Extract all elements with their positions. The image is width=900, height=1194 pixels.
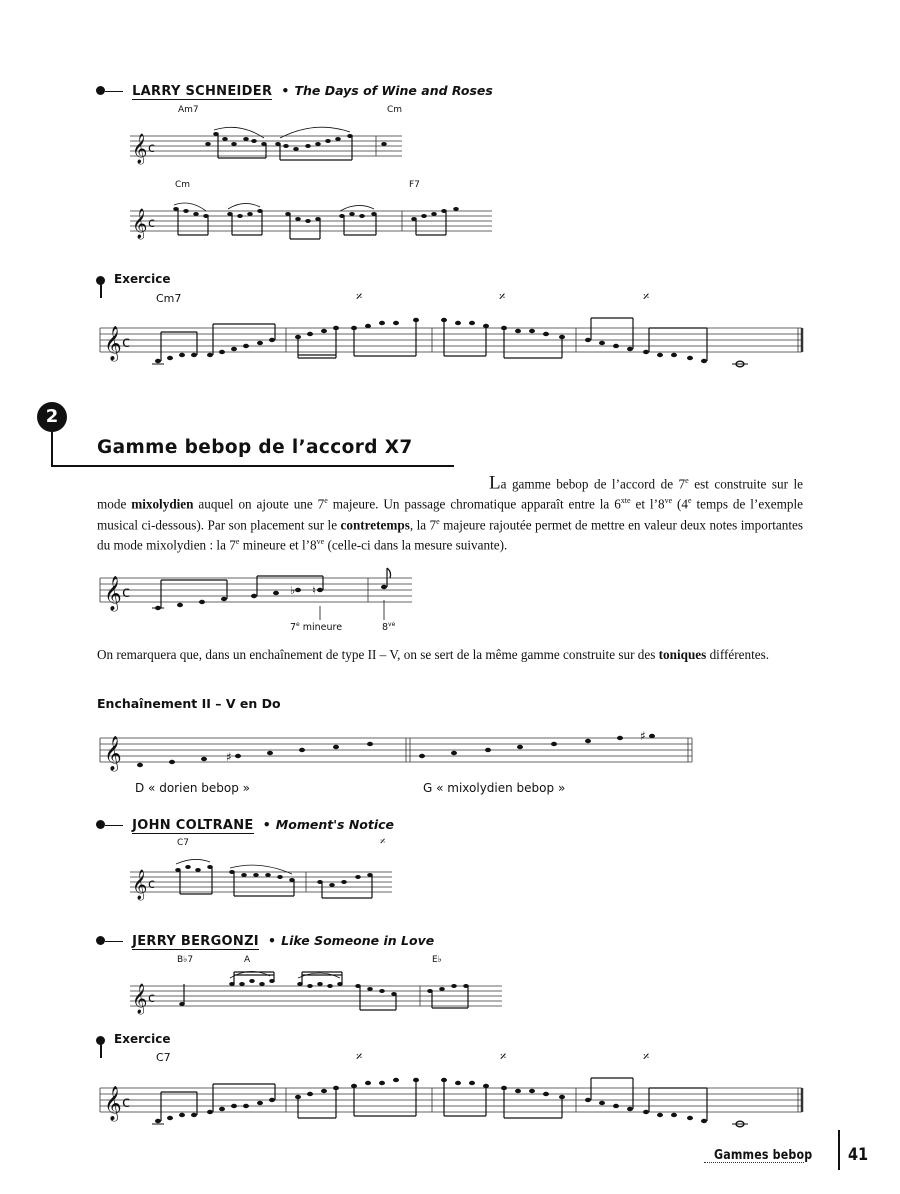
- bullet-icon: [96, 86, 105, 95]
- chord-symbol: F7: [409, 180, 420, 190]
- repeat-sign: 𝄎: [380, 835, 386, 848]
- staff-schneider-2: [130, 205, 500, 245]
- bullet-line: [100, 1044, 102, 1058]
- separator-bullet: •: [268, 933, 277, 948]
- tune-title: Moment's Notice: [275, 817, 395, 832]
- bullet-line: [105, 941, 123, 943]
- label-octave: $8^{ve}$: [382, 621, 396, 634]
- intro-paragraph: La gamme bebop de l’accord de 7e est construite sur le mode mixolydien auquel on ajoute une 7e majeure. Un passage chromatique apparaît entre la $6^{xte}$ et $l’8^{ve}$ (4e temps de l’exemple musical ci-dessous). Par son placement sur le contretemps, la 7e majeure rajoutée permet de mettre en valeur deux notes importantes du mode mixolydien : la 7e mineure et $l’8^{ve}$ (celle-ci dans la mesure suivante).: [97, 472, 803, 553]
- svg-text:♯: ♯: [640, 729, 646, 743]
- staff-exercise-1: [100, 326, 810, 376]
- svg-text:𝄞: 𝄞: [104, 576, 122, 611]
- label-dorian-bebop: D « dorien bebop »: [135, 781, 250, 795]
- separator-bullet: •: [281, 83, 290, 98]
- chord-symbol: Cm: [387, 105, 403, 115]
- label-minor-seventh: 7e mineure: [290, 621, 343, 634]
- remark-paragraph: On remarquera que, dans un enchaînement de type II – V, on se sert de la même gamme construite sur des toniques différentes.: [97, 647, 770, 662]
- enchainement-heading: Enchaînement II – V en Do: [97, 696, 281, 711]
- chord-symbol: Cm7: [156, 292, 182, 305]
- svg-text:♮: ♮: [312, 584, 316, 597]
- svg-text:𝄞: 𝄞: [104, 736, 122, 771]
- chord-symbol: Am7: [178, 105, 199, 115]
- exercise-header: Exercice: [96, 1032, 170, 1046]
- staff-bergonzi: [130, 980, 510, 1020]
- section-title: Gamme bebop de l’accord X7: [97, 437, 413, 458]
- svg-text:c: c: [122, 333, 131, 351]
- chord-symbol: C7: [177, 838, 190, 848]
- svg-text:𝄞: 𝄞: [132, 870, 148, 900]
- drop-cap: L: [489, 472, 501, 494]
- section-rule-horizontal: [51, 465, 454, 467]
- chord-symbol: Cm: [175, 180, 191, 190]
- chord-symbol: E♭: [432, 955, 442, 965]
- repeat-sign: 𝄎: [356, 290, 363, 305]
- repeat-sign: 𝄎: [356, 1050, 363, 1065]
- example-bergonzi-header: [96, 930, 434, 949]
- tune-title: Like Someone in Love: [281, 933, 435, 948]
- section-number-badge: 2: [37, 402, 67, 432]
- exercise-header: Exercice: [96, 272, 170, 286]
- bullet-icon: [96, 936, 105, 945]
- bullet-line: [105, 91, 123, 93]
- example-coltrane-header: [96, 814, 394, 833]
- repeat-sign: 𝄎: [499, 290, 506, 305]
- svg-text:c: c: [122, 1093, 131, 1111]
- svg-text:𝄞: 𝄞: [104, 1086, 122, 1121]
- svg-text:𝄞: 𝄞: [132, 984, 148, 1014]
- svg-text:c: c: [122, 583, 131, 601]
- page-number-rule: [838, 1130, 840, 1170]
- bullet-line: [100, 284, 102, 298]
- chord-symbol: C7: [156, 1051, 171, 1064]
- bullet-line: [105, 825, 123, 827]
- staff-bebop-scale: [100, 576, 420, 626]
- svg-text:c: c: [148, 216, 156, 231]
- staff-coltrane: [130, 866, 400, 906]
- svg-text:♯: ♯: [226, 750, 232, 764]
- page-number: 41: [848, 1145, 869, 1165]
- svg-text:c: c: [148, 991, 156, 1006]
- section-rule-vertical: [51, 432, 53, 466]
- chord-symbol: A: [244, 955, 251, 965]
- staff-exercise-2: [100, 1086, 810, 1136]
- separator-bullet: •: [262, 817, 271, 832]
- svg-text:c: c: [148, 877, 156, 892]
- staff-enchainement: [100, 729, 700, 776]
- repeat-sign: 𝄎: [643, 1050, 650, 1065]
- footer-chapter-title: Gammes bebop: [714, 1148, 813, 1163]
- bullet-icon: [96, 820, 105, 829]
- artist-name: JERRY BERGONZI: [132, 934, 259, 949]
- artist-name: JOHN COLTRANE: [132, 818, 254, 833]
- svg-text:𝄞: 𝄞: [104, 326, 122, 361]
- label-mixolydian-bebop: G « mixolydien bebop »: [423, 781, 566, 795]
- svg-text:c: c: [148, 141, 156, 156]
- svg-text:𝄞: 𝄞: [132, 134, 148, 164]
- chord-symbol: B♭7: [177, 955, 194, 965]
- tune-title: The Days of Wine and Roses: [294, 83, 493, 98]
- artist-name: LARRY SCHNEIDER: [132, 84, 273, 99]
- svg-text:♭: ♭: [290, 584, 296, 597]
- repeat-sign: 𝄎: [500, 1050, 507, 1065]
- example-schneider-header: [96, 80, 493, 99]
- staff-schneider-1: [130, 130, 410, 170]
- svg-text:𝄞: 𝄞: [132, 209, 148, 239]
- repeat-sign: 𝄎: [643, 290, 650, 305]
